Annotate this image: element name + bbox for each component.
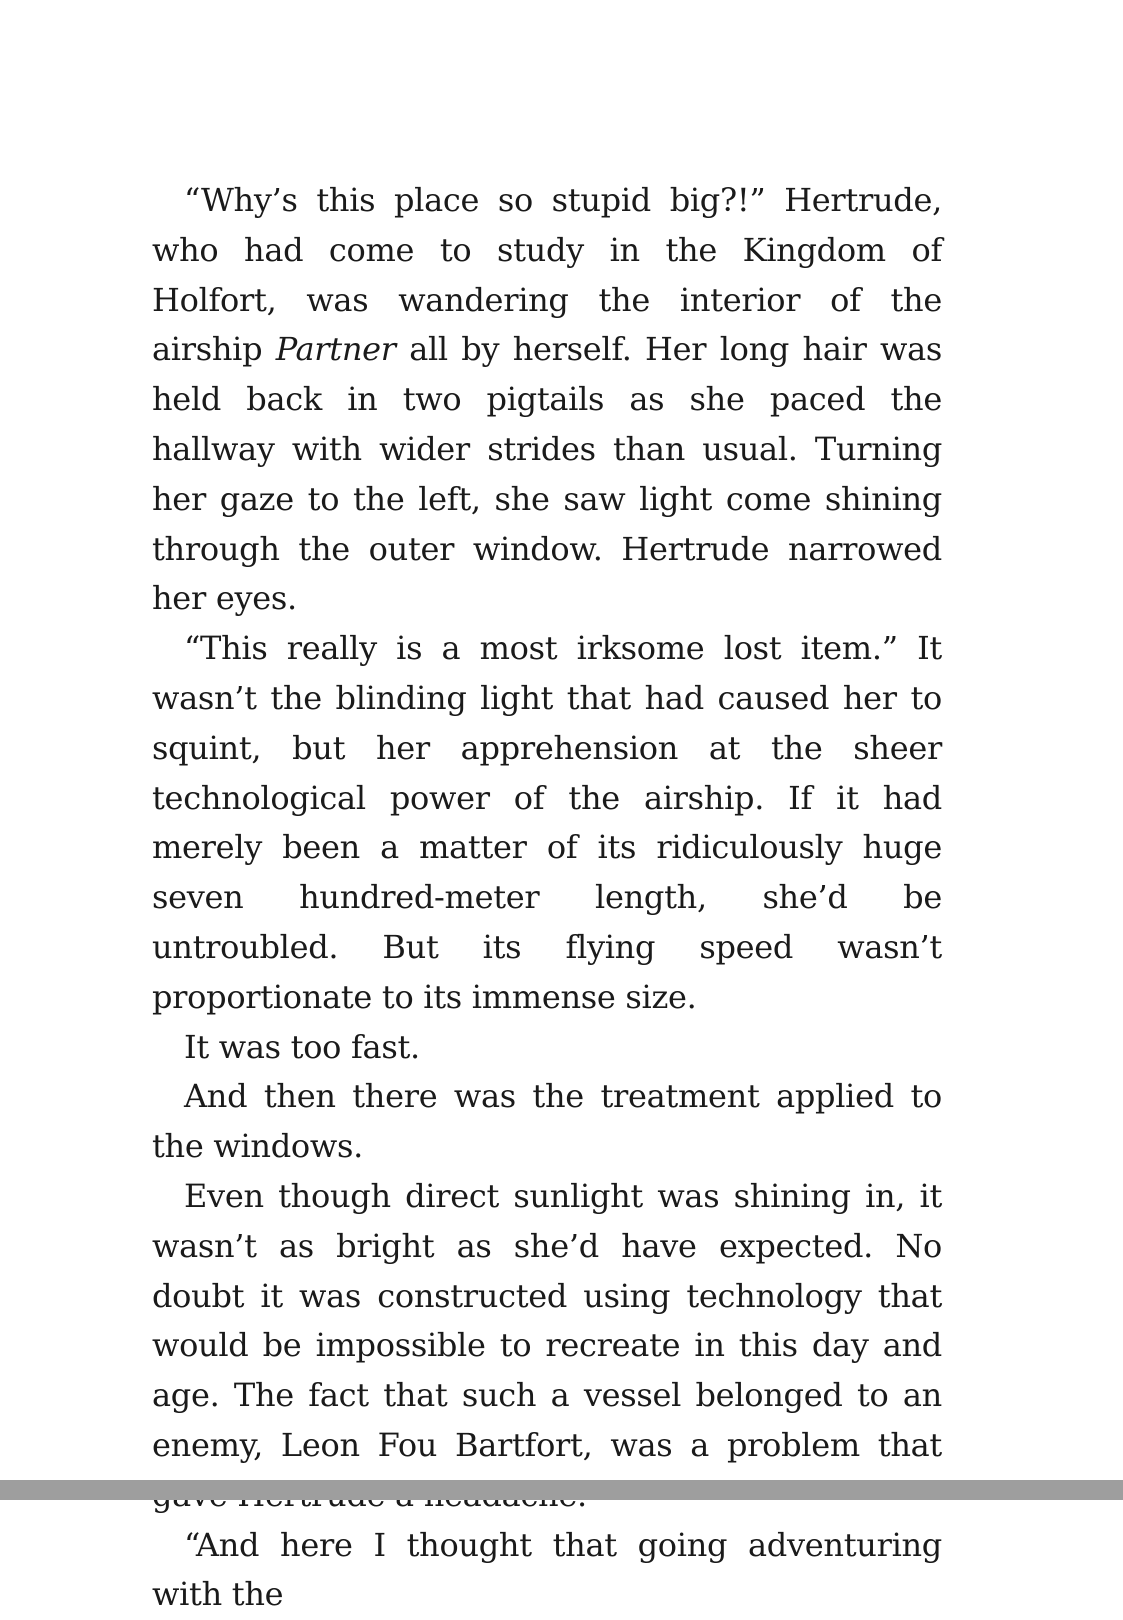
paragraph-1-start: “Why’s this place so stupid big?!” Hertrude, who had come to study in the Kingdom of Holfort, was wandering the interior of the airship xyxy=(152,181,942,369)
paragraph-1 xyxy=(152,176,942,624)
paragraph-4: And then there was the treatment applied to the windows. xyxy=(152,1077,942,1166)
paragraph-2: “This really is a most irksome lost item.” It wasn’t the blinding light that had caused her to squint, but her apprehension at the sheer technological power of the airship. If it had merely been a matter of its ridiculously huge seven hundred-meter length, she’d be untroubled. But its flying speed wasn’t proportionate to its immense size. xyxy=(152,629,942,1016)
paragraph-3: It was too fast. xyxy=(184,1027,420,1066)
paragraph-1-end: all by herself. Her long hair was held back in two pigtails as she paced the hallway with wider strides than usual. Turning her gaze to the left, she saw light come shining through the outer window. Hertrude narrowed her eyes. xyxy=(152,330,942,618)
page-text xyxy=(152,176,942,1620)
paragraph-5: Even though direct sunlight was shining in, it wasn’t as bright as she’d have expected. No doubt it was constructed using technology that would be impossible to recreate in this day and age. The fact that such a vessel belonged to an enemy, Leon Fou Bartfort, was a problem that xyxy=(152,1176,942,1464)
paragraph-6: “And here I thought that going adventuring with the xyxy=(152,1525,942,1614)
reader-bottom-bar xyxy=(0,1480,1123,1500)
ship-name: Partner xyxy=(275,330,396,369)
